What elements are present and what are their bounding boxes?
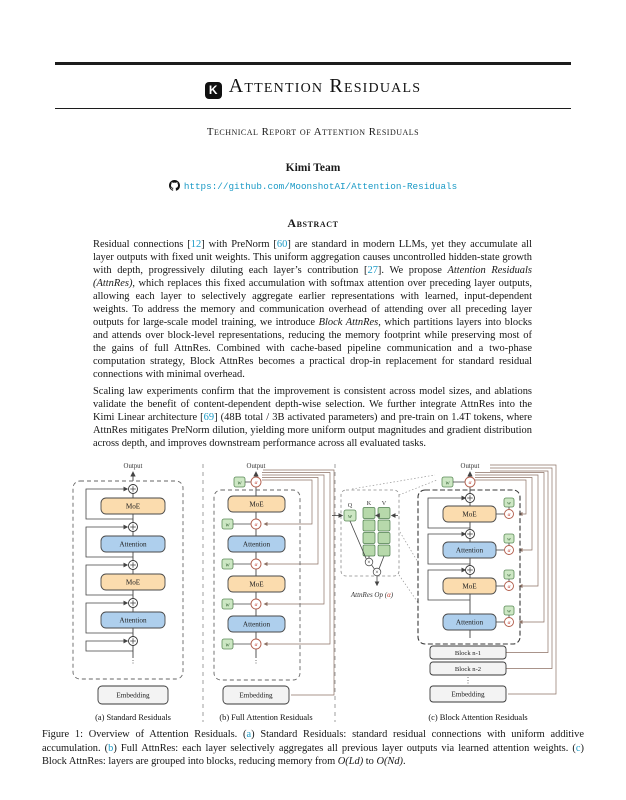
add-icon (129, 561, 138, 570)
ellipsis: ⋮ (129, 656, 137, 666)
alpha-op-circle (251, 599, 261, 609)
svg-text:α: α (507, 620, 511, 627)
attention-box (443, 614, 496, 630)
figure-1-caption: Figure 1: Overview of Attention Residuals. (a) Standard Residuals: standard residual connections with uniform additive accumulation. (b) Full AttnRes: each layer selectively aggregates all previous layer outputs via learned attention weights. (c) Block AttnRes: layers are grouped into blocks, reducing memory from O(Ld) to O(Nd). (42, 729, 584, 767)
moe-box (228, 576, 285, 592)
attnres-op-inset (332, 475, 437, 604)
attention-box (101, 612, 165, 628)
add-icon (466, 494, 475, 503)
svg-text:α: α (254, 480, 258, 487)
svg-text:Block n-2: Block n-2 (454, 666, 482, 674)
block-n2-box (430, 662, 506, 675)
embedding-box (223, 686, 289, 704)
add-icon (129, 637, 138, 646)
moe-box (443, 506, 496, 522)
alpha-op-circle (505, 546, 514, 555)
multiply-icon (373, 569, 381, 577)
attention-box (101, 536, 165, 552)
embedding-box (430, 686, 506, 702)
svg-text:MoE: MoE (125, 503, 141, 512)
svg-text:w: w (347, 514, 353, 521)
svg-text:Embedding: Embedding (116, 692, 150, 701)
attnres-op-label: AttnRes Op (α) (350, 591, 394, 600)
svg-text:α: α (507, 548, 511, 555)
add-icon (129, 523, 138, 532)
q-label: Q (347, 502, 353, 510)
citation-link[interactable]: 27 (367, 265, 378, 277)
alpha-op-circle (251, 639, 261, 649)
embedding-box (98, 686, 168, 704)
block-n1-box (430, 646, 506, 659)
citation-link[interactable]: 60 (276, 239, 288, 251)
w-box (442, 477, 453, 487)
alpha-op-circle (465, 477, 475, 487)
top-rule (55, 62, 571, 65)
paper-title-row (0, 75, 626, 99)
alpha-op-circle (505, 618, 514, 627)
alpha-op-circle (251, 559, 261, 569)
svg-text:α: α (254, 562, 258, 569)
alpha-op-circle (251, 519, 261, 529)
svg-text:w: w (507, 500, 511, 507)
ellipsis: ⋮ (464, 676, 472, 686)
w-box (504, 606, 514, 615)
abstract-body (93, 238, 532, 450)
alpha-op-circle (505, 582, 514, 591)
svg-text:Attention: Attention (242, 541, 271, 550)
panel-standard-residuals (73, 463, 183, 722)
svg-text:Attention: Attention (455, 619, 484, 628)
w-box (222, 519, 233, 529)
ellipsis: ⋮ (252, 656, 260, 666)
svg-text:w: w (225, 602, 230, 609)
svg-text:α: α (468, 480, 472, 487)
w-box (222, 559, 233, 569)
svg-text:Attention: Attention (242, 621, 271, 630)
output-label: Output (123, 463, 143, 471)
svg-text:MoE: MoE (249, 581, 264, 590)
abstract-paragraph-1: Residual connections [12] with PreNorm [60] are standard in modern LLMs, yet they accumulate all layer outputs with fixed unit weights. This uniform aggregation causes uncontrolled hidden-state growth with depth, progressively diluting each layer’s contribution [27]. We propose Attention Residuals (AttnRes), which replaces this fixed accumulation with softmax attention over preceding layer outputs, allowing each layer to selectively aggregate earlier representations with learned, input-dependent weights. To address the memory and communication overhead of attending over all preceding layer outputs for large-scale model training, we introduce Block AttnRes, which partitions layers into blocks and attends over block-level representations, reducing the memory footprint while preserving most of the gains of full AttnRes. Combined with cache-based pipeline communication and a two-phase computation strategy, Block AttnRes becomes a practical drop-in replacement for standard residual connections with minimal overhead. (93, 239, 532, 381)
svg-text:MoE: MoE (125, 579, 141, 588)
k-label: K (366, 500, 372, 508)
svg-text:MoE: MoE (249, 501, 264, 510)
w-box (504, 570, 514, 579)
svg-text:MoE: MoE (462, 511, 477, 520)
citation-link[interactable]: 12 (190, 239, 202, 251)
svg-text:w: w (225, 642, 230, 649)
alpha-op-circle (251, 477, 261, 487)
svg-text:α: α (254, 522, 258, 529)
author-name: Kimi Team (285, 162, 341, 175)
w-box (344, 510, 356, 521)
moe-box (228, 496, 285, 512)
svg-text:Block n-1: Block n-1 (454, 650, 482, 658)
w-box (222, 639, 233, 649)
figure-1 (0, 454, 626, 726)
svg-text:Embedding: Embedding (239, 692, 273, 701)
add-icon (129, 599, 138, 608)
title-bottom-rule (55, 108, 571, 110)
github-icon (169, 176, 180, 193)
svg-text:α: α (254, 642, 258, 649)
github-repo-link[interactable]: https://github.com/MoonshotAI/Attention-Residuals (183, 181, 458, 193)
citation-link[interactable]: 69 (203, 412, 215, 424)
add-icon (129, 485, 138, 494)
svg-text:α: α (507, 584, 511, 591)
attention-box (228, 616, 285, 632)
svg-text:×: × (367, 560, 371, 567)
panel-a-caption: (a) Standard Residuals (95, 713, 171, 723)
svg-text:α: α (507, 512, 511, 519)
add-icon (466, 566, 475, 575)
w-box (222, 599, 233, 609)
svg-text:Embedding: Embedding (451, 691, 485, 700)
svg-text:w: w (507, 536, 511, 543)
w-box (234, 477, 245, 487)
w-box (504, 498, 514, 507)
repo-row (0, 176, 626, 194)
abstract-heading: Abstract (287, 216, 339, 231)
svg-text:w: w (507, 608, 511, 615)
v-label: V (381, 500, 387, 508)
svg-text:α: α (254, 602, 258, 609)
add-icon (466, 530, 475, 539)
output-label: Output (246, 463, 266, 471)
svg-text:Attention: Attention (119, 541, 147, 550)
svg-text:w: w (237, 480, 242, 487)
paper-title: Attention Residuals (228, 74, 422, 97)
abstract-paragraph-2: Scaling law experiments confirm that the improvement is consistent across model sizes, and ablations validate the benefit of content-dependent depth-wise selection. We further integrate AttnRes into the Kimi Linear architecture [69] (48B total / 3B activated parameters) and pre-train on 1.4T tokens, where AttnRes mitigates PreNorm dilution, yielding more uniform output magnitudes and gradient distribution across depth, and improves downstream performance across all evaluated tasks. (93, 386, 533, 450)
panel-b-caption: (b) Full Attention Residuals (219, 713, 313, 723)
panel-full-attention-residuals (214, 463, 334, 722)
moe-box (443, 578, 496, 594)
svg-text:w: w (225, 522, 230, 529)
attention-box (228, 536, 285, 552)
kimi-logo-icon: K (205, 82, 222, 99)
svg-text:w: w (225, 562, 230, 569)
svg-text:Attention: Attention (119, 617, 147, 626)
skip-connection (86, 641, 133, 651)
svg-text:MoE: MoE (462, 583, 477, 592)
svg-text:×: × (375, 570, 379, 577)
svg-text:w: w (507, 572, 511, 579)
alpha-op-circle (505, 510, 514, 519)
output-label: Output (460, 463, 480, 471)
attention-box (443, 542, 496, 558)
w-box (504, 534, 514, 543)
panel-block-attention-residuals (332, 463, 556, 722)
moe-box (101, 574, 165, 590)
svg-text:Attention: Attention (455, 547, 484, 556)
moe-box (101, 498, 165, 514)
figure-1-svg (38, 454, 588, 726)
panel-c-caption: (c) Block Attention Residuals (428, 713, 528, 723)
svg-text:w: w (445, 480, 450, 487)
paper-subtitle: Technical Report of Attention Residuals (206, 126, 420, 139)
